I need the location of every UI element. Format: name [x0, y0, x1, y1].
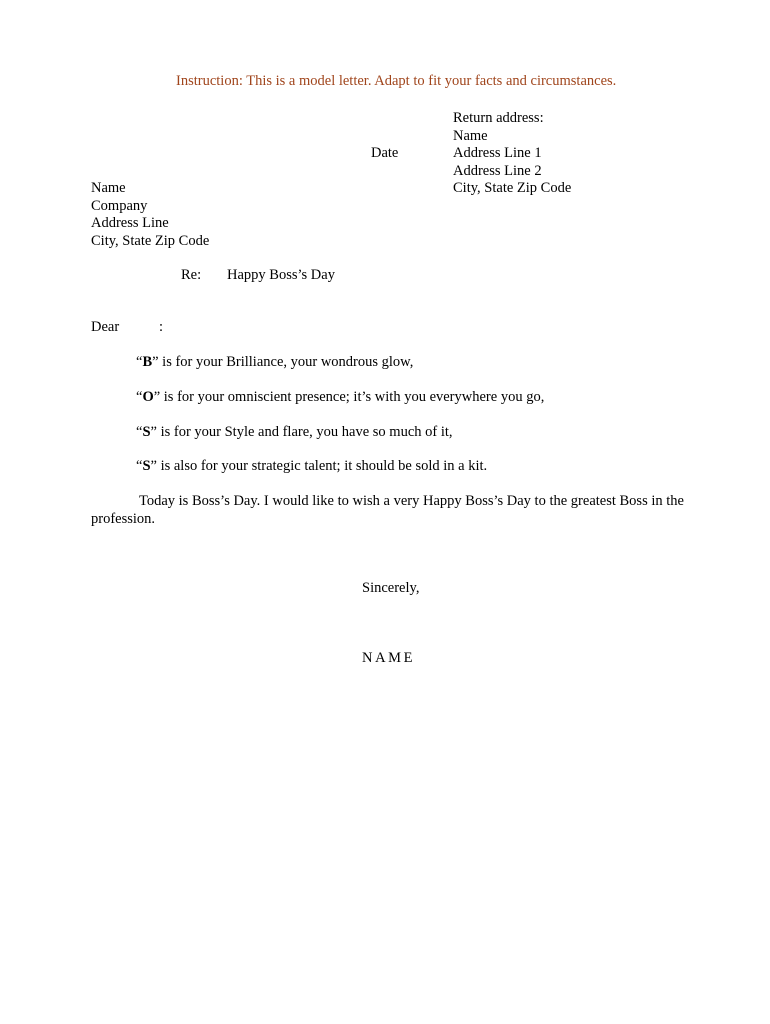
salutation-colon: : [159, 319, 164, 335]
verse-line [136, 354, 413, 371]
recipient-city-state-zip: City, State Zip Code [91, 232, 210, 249]
instruction-note: Instruction: This is a model letter. Adapt to fit your facts and circumstances. [176, 73, 617, 89]
re-label: Re: [181, 267, 202, 283]
verse-text: ” is for your Brilliance, your wondrous glow, [152, 354, 414, 370]
verse-open-quote: “ [136, 458, 143, 474]
closing: Sincerely, [362, 580, 420, 596]
verse-text: ” is for your omniscient presence; it’s with you everywhere you go, [153, 389, 545, 405]
verse-initial: S [142, 424, 151, 440]
verse-line [136, 458, 487, 475]
salutation: Dear [91, 319, 120, 335]
return-address-name: Name [453, 127, 488, 144]
verse-open-quote: “ [136, 354, 143, 370]
verse-initial: O [142, 389, 154, 405]
return-address-line-1: Address Line 1 [453, 145, 542, 161]
verse-line [136, 389, 544, 406]
verse-text: ” is also for your strategic talent; it should be sold in a kit. [150, 458, 488, 474]
signature-name: NAME [362, 650, 416, 666]
return-address-line-2: Address Line 2 [453, 162, 542, 179]
verse-line [136, 424, 453, 441]
return-address-block [453, 110, 571, 198]
return-address-city-state-zip: City, State Zip Code [453, 180, 572, 196]
verse-initial: B [142, 354, 153, 370]
recipient-company: Company [91, 197, 148, 214]
verse-initial: S [142, 458, 151, 474]
verse-text: ” is for your Style and flare, you have so much of it, [150, 424, 453, 440]
date-label: Date [371, 145, 399, 161]
verse-open-quote: “ [136, 424, 143, 440]
recipient-address-line: Address Line [91, 215, 169, 231]
verse-open-quote: “ [136, 389, 143, 405]
recipient-address-block [91, 180, 209, 250]
re-subject: Happy Boss’s Day [227, 267, 335, 283]
body-paragraph: Today is Boss’s Day. I would like to wish a very Happy Boss’s Day to the greatest Boss in the profession. [91, 493, 684, 527]
recipient-name: Name [91, 180, 126, 196]
return-address-heading: Return address: [453, 110, 544, 126]
